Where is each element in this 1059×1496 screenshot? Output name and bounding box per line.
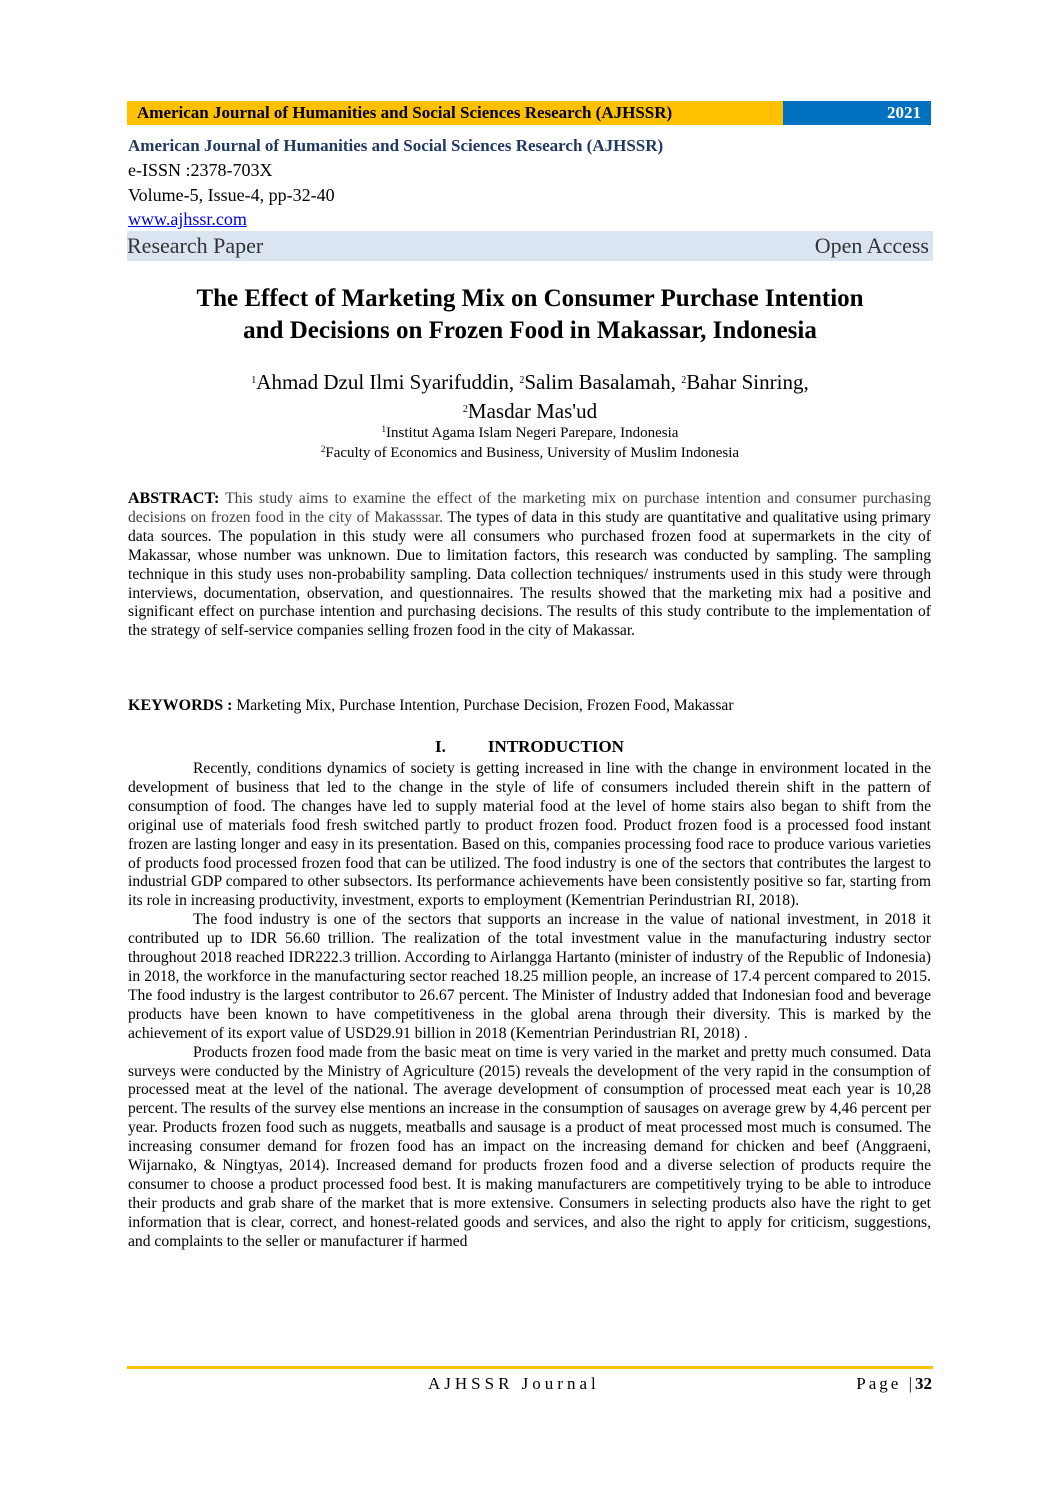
journal-website-link[interactable]: www.ajhssr.com [128, 209, 247, 229]
journal-name: American Journal of Humanities and Social Sciences Research (AJHSSR) [128, 136, 664, 155]
running-header-year: 2021 [783, 101, 931, 125]
author-name: Salim Basalamah, [524, 370, 676, 394]
running-header [127, 101, 931, 125]
affiliation-mark: 2 [320, 444, 326, 454]
affiliation [120, 444, 940, 462]
abstract-label: ABSTRACT: [128, 490, 220, 507]
paper-type: Research Paper [127, 233, 264, 258]
author-affiliation-mark: 1 [251, 375, 257, 386]
author-name: Ahmad Dzul Ilmi Syarifuddin, [256, 370, 515, 394]
author-name: Bahar Sinring, [686, 370, 809, 394]
affiliation-text: Institut Agama Islam Negeri Parepare, Indonesia [386, 425, 679, 441]
footer-page-number [856, 1374, 932, 1394]
issn: e-ISSN :2378-703X [128, 160, 273, 180]
page-number: 32 [915, 1374, 932, 1393]
introduction-body [128, 760, 931, 1252]
paper-title-line: The Effect of Marketing Mix on Consumer Purchase Intention [196, 285, 864, 312]
affiliation-text: Faculty of Economics and Business, University of Muslim Indonesia [325, 445, 740, 461]
volume-issue: Volume-5, Issue-4, pp-32-40 [128, 185, 335, 205]
keywords [128, 697, 931, 715]
body-paragraph: The food industry is one of the sectors that supports an increase in the value of national investment, in 2018 it contributed up to IDR 56.60 trillion. The realization of the total investment value in the manufacturing industry sector throughout 2018 reached IDR222.3 trillion. According to Airlangga Hartanto (minister of industry of the Republic of Indonesia) in 2018, the workforce in the manufacturing sector reached 18.25 million people, an increase of 17.4 percent compared to 2015. The food industry is the largest contributor to 26.67 percent. The Minister of Industry added that Indonesian food and beverage products have been known to have competitiveness in the global arena through their diversity. This is marked by the achievement of its export value of USD29.91 billion in 2018 (Kementrian Perindustrian RI, 2018) . [128, 911, 931, 1042]
author-affiliation-mark: 2 [462, 404, 468, 415]
footer-journal: AJHSSR Journal [428, 1374, 600, 1393]
keywords-text: Marketing Mix, Purchase Intention, Purchase Decision, Frozen Food, Makassar [236, 697, 734, 714]
author-list [120, 367, 940, 425]
running-header-journal: American Journal of Humanities and Social Sciences Research (AJHSSR) [127, 101, 783, 125]
keywords-label: KEYWORDS : [128, 697, 233, 714]
affiliation [120, 424, 940, 442]
paper-type-bar [127, 231, 933, 261]
section-number: I. [435, 737, 446, 756]
section-title: INTRODUCTION [487, 737, 624, 756]
body-paragraph: Recently, conditions dynamics of society is getting increased in line with the change in environment located in the development of business that led to the change in the style of life of consumers included therein shift in the pattern of consumption of food. The changes have led to supply material food at the level of home stairs also began to shift from the original use of materials food fresh switched partly to product frozen food. Product frozen food is a processed food instant frozen are lasting longer and easy in its presentation. Based on this, companies processing food race to produce various varieties of products food processed frozen food that can be utilized. The food industry is one of the sectors that contributes the largest to industrial GDP compared to other subsectors. Its performance achievements have been consistently positive so far, starting from its role in increasing productivity, investment, exports to employment (Kementrian Perindustrian RI, 2018). [128, 760, 931, 910]
abstract [128, 490, 931, 641]
body-paragraph: Products frozen food made from the basic meat on time is very varied in the market and pretty much consumed. Data surveys were conducted by the Ministry of Agriculture (2015) reveals the development of the very rapid in the consumption of processed meat at the level of the national. The average development of consumption of processed meat each year is 10,28 percent. The results of the survey else mentions an increase in the consumption of sausages on average grew by 4,46 percent per year. Products frozen food such as nuggets, meatballs and sausage is a product of meat processed most much is consumed. The increasing consumer demand for frozen food has an impact on the increasing demand for chicken and beef (Anggraeni, Wijarnako, & Ningtyas, 2014). Increased demand for products frozen food and a diverse selection of products require the consumer to choose a product processed food best. It is making manufacturers are competitively trying to be able to introduce their products and grab share of the market that is more extensive. Consumers in selecting products also have the right to get information that is clear, correct, and honest-related goods and services, and also the right to apply for criticism, suggestions, and complaints to the seller or manufacturer if harmed [128, 1043, 931, 1250]
author-affiliation-mark: 2 [519, 375, 525, 386]
access-type: Open Access [814, 233, 929, 258]
affiliation-mark: 1 [381, 424, 387, 434]
section-heading [128, 737, 931, 757]
abstract-text: This study aims to examine the effect of the marketing mix on purchase intention and consumer purchasing decisions on frozen food in the city of Makasssar. [128, 490, 931, 526]
paper-title-line: and Decisions on Frozen Food in Makassar, Indonesia [243, 317, 817, 344]
page-label: Page | [856, 1374, 915, 1393]
author-affiliation-mark: 2 [681, 375, 687, 386]
paper-title [120, 283, 940, 347]
abstract-text: The types of data in this study are quantitative and qualitative using primary data sources. The population in this study were all consumers who purchased frozen food at supermarkets in the city of Makassar, whose number was unknown. Due to limitation factors, this research was conducted by sampling. The sampling technique in this study uses non-probability sampling. Data collection techniques/ instruments used in this study were through interviews, documentation, observation, and questionnaires. The results showed that the marketing mix had a positive and significant effect on purchase intention and purchasing decisions. The results of this study contribute to the implementation of the strategy of self-service companies selling frozen food in the city of Makassar. [128, 508, 931, 640]
author-name: Masdar Mas'ud [467, 399, 598, 423]
footer-divider [127, 1366, 933, 1369]
